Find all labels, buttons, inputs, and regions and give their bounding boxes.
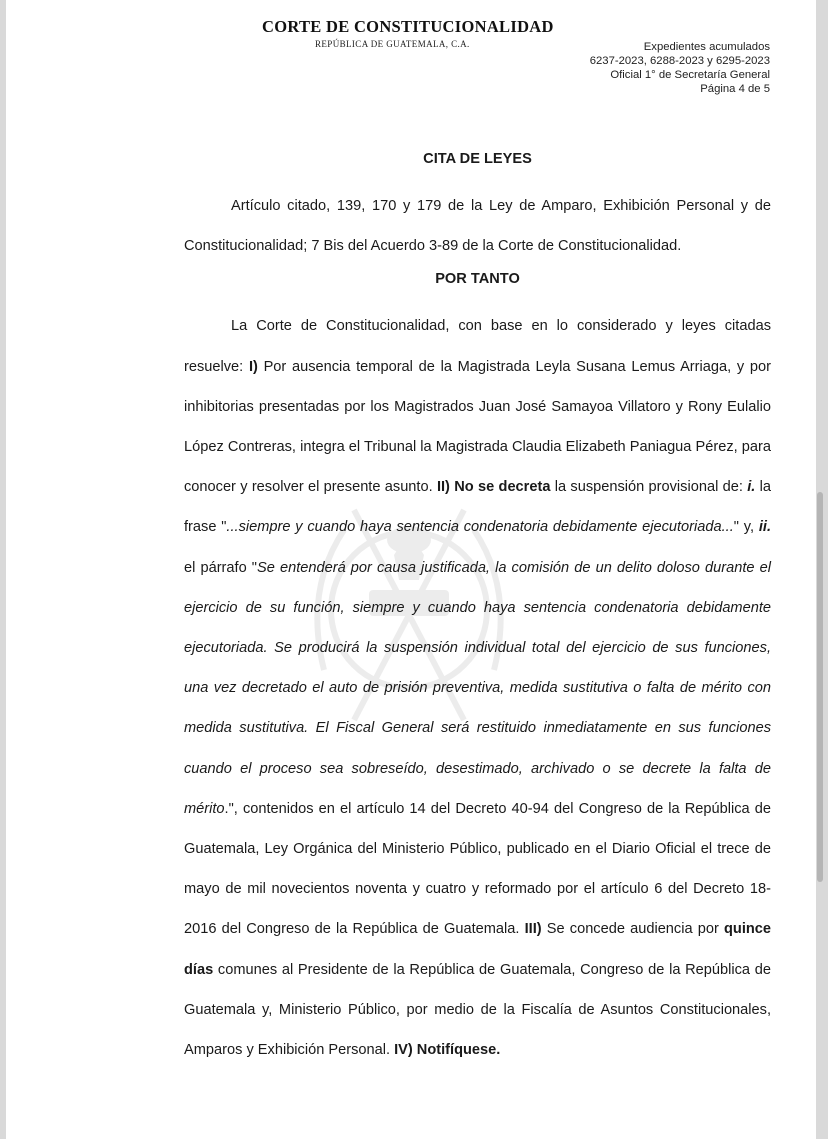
country-name: REPÚBLICA DE GUATEMALA, C.A. — [315, 39, 470, 49]
section-heading-cita: CITA DE LEYES — [423, 151, 532, 167]
resolution-text: .", contenidos en el artículo 14 del Decreto 40-94 del Congreso de la República de Guatemala, Ley Orgánica del Ministerio Público, publicado en el Diario Oficial el trece de mayo de mil novecientos noventa y cuatro y reformado por el artículo 6 del Decreto 18-2016 del Congreso de la República de Guatemala. — [184, 800, 771, 938]
resolution-paragraph — [184, 306, 771, 1070]
resolution-text: " y, — [733, 519, 759, 536]
court-name: CORTE DE CONSTITUCIONALIDAD — [262, 17, 554, 36]
case-meta-line: 6237-2023, 6288-2023 y 6295-2023 — [589, 55, 770, 67]
numeral-iii: III) — [524, 921, 542, 938]
document-page — [6, 0, 816, 1139]
item-i: i. — [747, 479, 756, 496]
numeral-ii: II) — [436, 479, 450, 496]
case-metadata — [590, 40, 770, 96]
quoted-phrase: ...siempre y cuando haya sentencia condenatoria debidamente ejecutoriada... — [226, 519, 734, 536]
item-ii: ii. — [758, 519, 772, 536]
resolution-text: La Corte de Constitucionalidad, con base en lo considerado y leyes citadas resuelve: — [184, 318, 771, 375]
resolution-text: Se concede audiencia por — [541, 921, 724, 938]
bold-quince-dias: quince días — [184, 921, 772, 978]
numeral-iv: IV) — [394, 1042, 413, 1059]
bold-no-se-decreta: No se decreta — [449, 479, 551, 496]
resolution-text: la suspensión provisional de: — [550, 479, 748, 496]
case-meta-line: Expedientes acumulados — [643, 41, 770, 53]
numeral-i: I) — [248, 358, 258, 375]
document-body — [184, 146, 771, 1070]
section-heading-por-tanto: POR TANTO — [435, 271, 520, 288]
quoted-paragraph: Se entenderá por causa justificada, la comisión de un delito doloso durante el ejercicio de su función, siempre y cuando haya sentencia condenatoria debidamente ejecutoriada. Se producirá la suspensión individual total del ejercicio de sus funciones, una vez decretado el auto de prisión preventiva, medida sustitutiva o falta de mérito con medida sustitutiva. El Fiscal General será restituido inmediatamente en sus funciones cuando el proceso sea sobreseído, desestimado, archivado o se decrete la falta de mérito — [184, 559, 771, 817]
bold-notifiquese: Notifíquese. — [412, 1042, 501, 1059]
resolution-text: la frase " — [184, 479, 771, 536]
case-meta-line: Oficial 1° de Secretaría General — [610, 69, 770, 81]
resolution-text: Por ausencia temporal de la Magistrada Leyla Susana Lemus Arriaga, y por inhibitorias presentadas por los Magistrados Juan José Samayoa Villatoro y Rony Eulalio López Contreras, integra el Tribunal la Magistrada Claudia Elizabeth Paniagua Pérez, para conocer y resolver el presente asunto. — [184, 358, 771, 496]
scrollbar-thumb[interactable] — [817, 492, 823, 882]
resolution-text: comunes al Presidente de la República de Guatemala, Congreso de la República de Guatemala y, Ministerio Público, por medio de la Fiscalía de Asuntos Constitucionales, Amparos y Exhibición Personal. — [184, 961, 771, 1059]
resolution-text: el párrafo " — [184, 559, 257, 576]
cita-paragraph: Artículo citado, 139, 170 y 179 de la Ley de Amparo, Exhibición Personal y de Constitucionalidad; 7 Bis del Acuerdo 3-89 de la Corte de Constitucionalidad. — [184, 198, 771, 255]
page-number: Página 4 de 5 — [700, 83, 770, 95]
